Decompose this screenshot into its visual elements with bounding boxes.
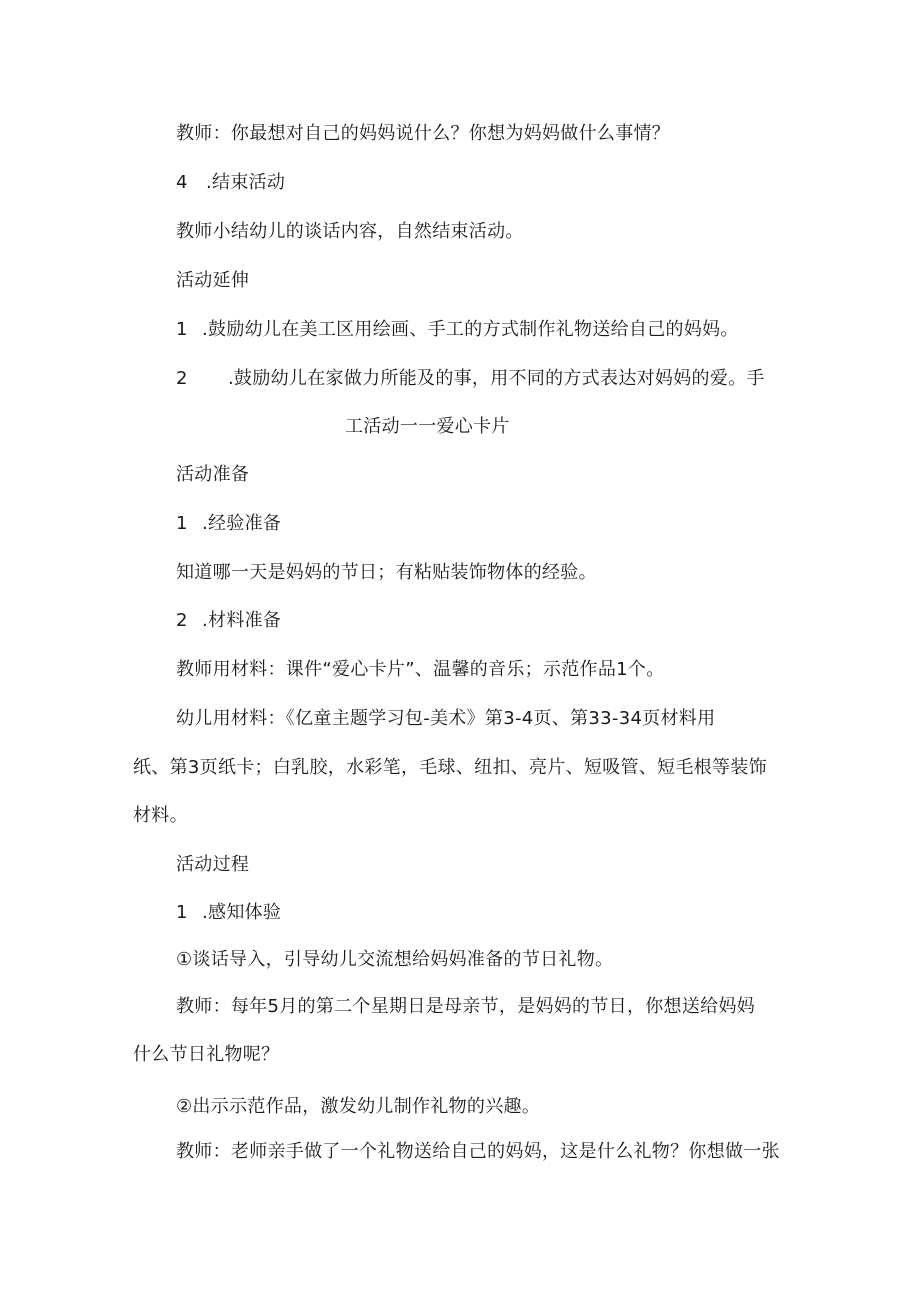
item-text: .结束活动 [206, 172, 286, 193]
item-number: 2 [176, 610, 188, 631]
paragraph-step-1: ①谈话导入，引导幼儿交流想给妈妈准备的节日礼物。 [176, 949, 614, 970]
item-number: 4 [176, 172, 188, 193]
item-number: 2 [176, 368, 188, 389]
paragraph-teacher-materials: 教师用材料：课件“爱心卡片”、温馨的音乐；示范作品1个。 [176, 659, 665, 680]
item-text: .感知体验 [202, 902, 282, 923]
paragraph-teacher-mothers-day-2: 什么节日礼物呢？ [133, 1044, 280, 1065]
section-title-love-card: 工活动一一爱心卡片 [345, 416, 510, 437]
list-item-perception [176, 901, 281, 925]
heading-end-activity [176, 171, 285, 195]
list-item-experience-prep [176, 512, 281, 536]
paragraph-teacher-gift: 教师：老师亲手做了一个礼物送给自己的妈妈，这是什么礼物？你想做一张 [176, 1141, 780, 1162]
paragraph-child-materials-3: 材料。 [133, 805, 188, 826]
list-item-extension-1 [176, 318, 739, 342]
paragraph-child-materials-1: 幼儿用材料：《亿童主题学习包-美术》第3-4页、第33-34页材料用 [176, 708, 716, 729]
paragraph-step-2: ②出示示范作品，激发幼儿制作礼物的兴趣。 [176, 1096, 541, 1117]
item-number: 1 [176, 513, 188, 534]
item-text: .鼓励幼儿在美工区用绘画、手工的方式制作礼物送给自己的妈妈。 [202, 319, 739, 340]
heading-activity-extension: 活动延伸 [176, 270, 250, 291]
item-text: .鼓励幼儿在家做力所能及的事，用不同的方式表达对妈妈的爱。手 [228, 368, 765, 389]
list-item-extension-2 [176, 367, 765, 391]
item-text: .经验准备 [202, 513, 282, 534]
heading-activity-process: 活动过程 [176, 854, 250, 875]
heading-activity-preparation: 活动准备 [176, 464, 250, 485]
paragraph-teacher-mothers-day-1: 教师：每年5月的第二个星期日是母亲节，是妈妈的节日，你想送给妈妈 [176, 996, 756, 1017]
paragraph-teacher-question: 教师：你最想对自己的妈妈说什么？你想为妈妈做什么事情？ [176, 123, 671, 144]
item-number: 1 [176, 319, 188, 340]
paragraph-experience: 知道哪一天是妈妈的节日；有粘贴装饰物体的经验。 [176, 562, 597, 583]
item-number: 1 [176, 902, 188, 923]
paragraph-summary: 教师小结幼儿的谈话内容，自然结束活动。 [176, 221, 524, 242]
list-item-material-prep [176, 609, 281, 633]
item-text: .材料准备 [202, 610, 282, 631]
paragraph-child-materials-2: 纸、第3页纸卡；白乳胶，水彩笔，毛球、纽扣、亮片、短吸管、短毛根等装饰 [133, 757, 767, 778]
